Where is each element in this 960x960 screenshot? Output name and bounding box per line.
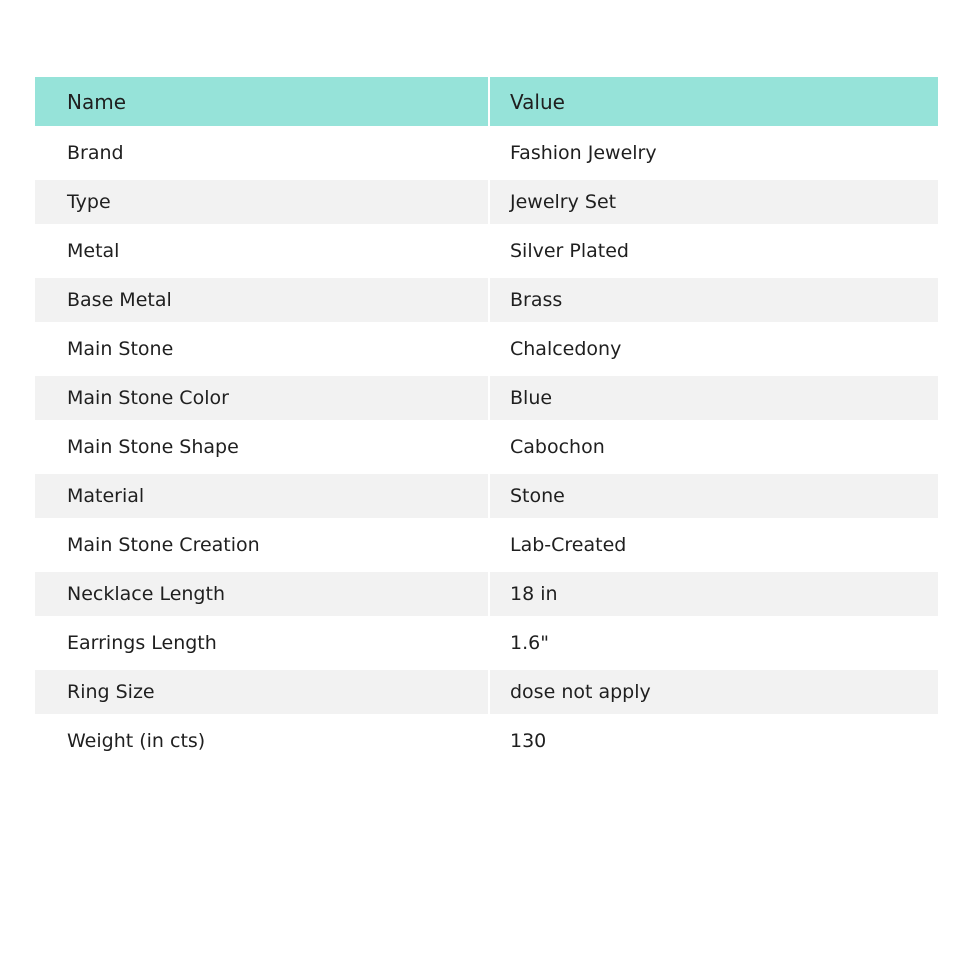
row-name-cell: Brand (35, 126, 490, 175)
table-row (35, 518, 938, 567)
row-value-cell: Jewelry Set (490, 175, 938, 224)
row-name-cell: Earrings Length (35, 616, 490, 665)
row-value-cell: Silver Plated (490, 224, 938, 273)
row-value-cell: Blue (490, 371, 938, 420)
table-row (35, 665, 938, 714)
table-row (35, 126, 938, 175)
row-name-cell: Material (35, 469, 490, 518)
specifications-table (35, 77, 938, 763)
table-row (35, 567, 938, 616)
table-row (35, 175, 938, 224)
column-header-name: Name (35, 77, 490, 126)
table-row (35, 616, 938, 665)
row-name-cell: Base Metal (35, 273, 490, 322)
table-row (35, 714, 938, 763)
row-value-cell: 130 (490, 714, 938, 763)
row-name-cell: Main Stone (35, 322, 490, 371)
row-value-cell: dose not apply (490, 665, 938, 714)
row-name-cell: Metal (35, 224, 490, 273)
table-row (35, 322, 938, 371)
row-value-cell: 18 in (490, 567, 938, 616)
row-value-cell: Brass (490, 273, 938, 322)
table-header (35, 77, 938, 126)
table-row (35, 469, 938, 518)
row-name-cell: Main Stone Creation (35, 518, 490, 567)
table-row (35, 273, 938, 322)
row-value-cell: 1.6" (490, 616, 938, 665)
table-row (35, 224, 938, 273)
row-value-cell: Cabochon (490, 420, 938, 469)
table-body (35, 126, 938, 763)
row-value-cell: Fashion Jewelry (490, 126, 938, 175)
table-row (35, 420, 938, 469)
row-value-cell: Chalcedony (490, 322, 938, 371)
row-name-cell: Type (35, 175, 490, 224)
header-row (35, 77, 938, 126)
column-header-value: Value (490, 77, 938, 126)
row-name-cell: Main Stone Color (35, 371, 490, 420)
table-row (35, 371, 938, 420)
row-name-cell: Necklace Length (35, 567, 490, 616)
row-value-cell: Stone (490, 469, 938, 518)
row-value-cell: Lab-Created (490, 518, 938, 567)
row-name-cell: Ring Size (35, 665, 490, 714)
row-name-cell: Weight (in cts) (35, 714, 490, 763)
row-name-cell: Main Stone Shape (35, 420, 490, 469)
